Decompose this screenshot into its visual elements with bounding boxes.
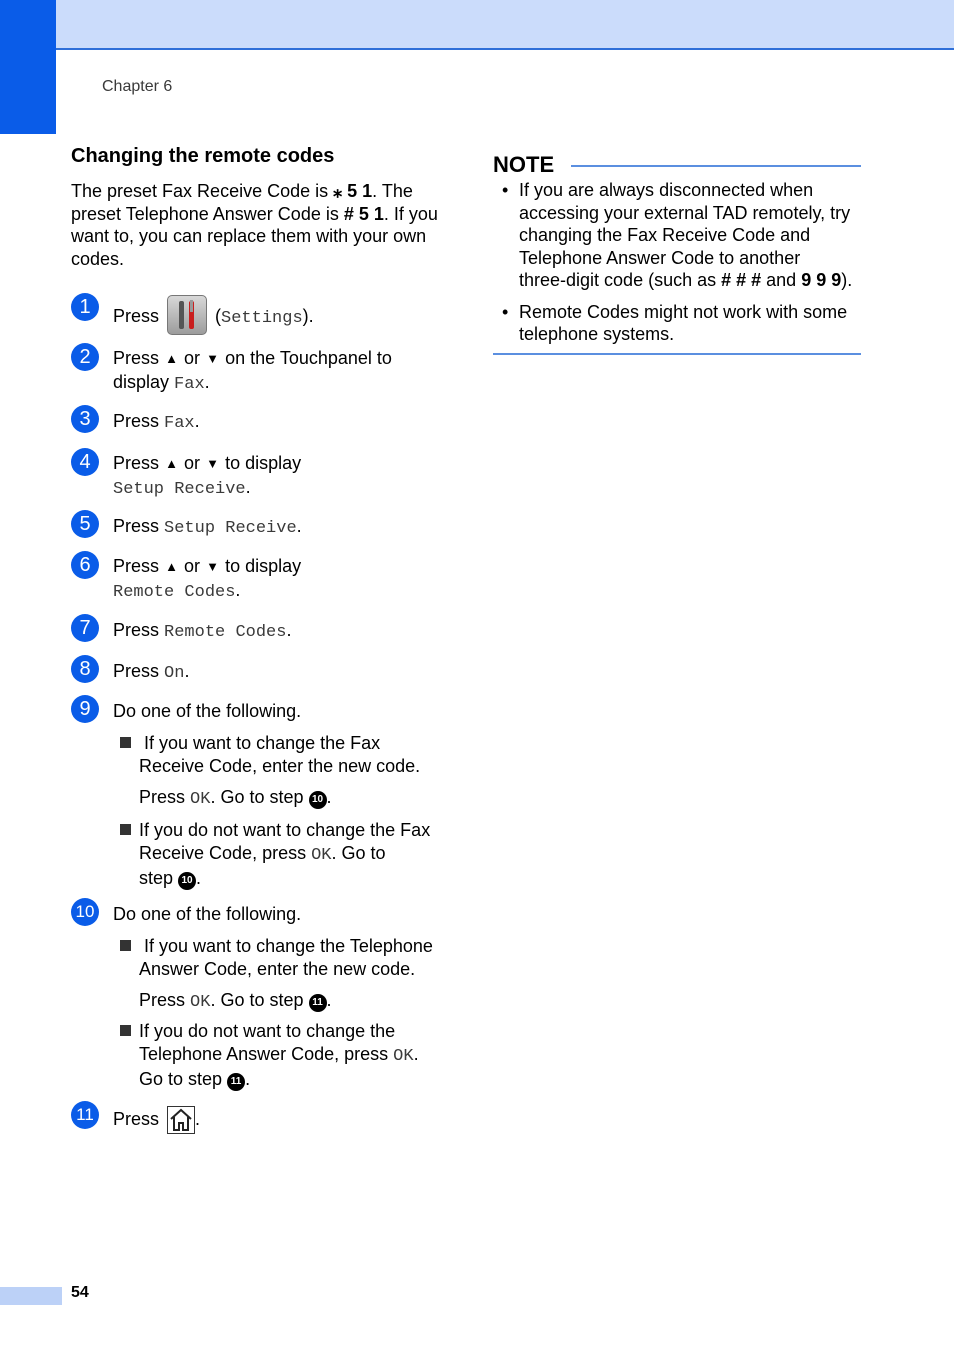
ok-label: OK (393, 1046, 414, 1066)
ok-label: OK (311, 845, 332, 865)
chapter-label: Chapter 6 (102, 78, 173, 95)
page-number: 54 (71, 1284, 89, 1301)
step-text: Press On. (113, 661, 190, 683)
setup-receive-label: Setup Receive (113, 480, 246, 499)
bullet-square (120, 940, 131, 951)
step-text: Press (Settings). (113, 297, 314, 337)
ok-label: OK (190, 790, 211, 809)
chevron-up-icon: ▲ (165, 456, 178, 471)
ok-label: OK (190, 993, 211, 1012)
fax-receive-code: ⁎ 5 1 (333, 181, 373, 201)
step-number: 2 (71, 343, 99, 371)
step-number: 7 (71, 614, 99, 642)
step-number: 4 (71, 448, 99, 476)
bullet-item: If you want to change the Fax Receive Code, enter the new code. (139, 732, 420, 777)
intro-paragraph (71, 180, 441, 270)
step-number: 5 (71, 510, 99, 538)
remote-codes-label: Remote Codes (113, 583, 236, 602)
note-item: • Remote Codes might not work with some telephone systems. (502, 301, 848, 344)
chevron-up-icon: ▲ (165, 559, 178, 574)
bullet-item: If you do not want to change the Fax Receive Code, press OK. Go to step 10 . (139, 819, 430, 890)
telephone-answer-code: # 5 1 (343, 203, 384, 224)
step-text: Press ▲ or ▼ to display Setup Receive. (113, 453, 302, 499)
home-icon (167, 1106, 195, 1134)
note-rule-bottom (493, 353, 861, 355)
chapter-tab (0, 0, 56, 134)
fax-label: Fax (174, 375, 205, 394)
note-rule-top (571, 165, 861, 167)
step-text: Press Setup Receive. (113, 516, 302, 538)
note-list (493, 179, 861, 355)
bullet-item: If you want to change the Telephone Answer Code, enter the new code. (139, 935, 433, 980)
step-reference: 10 (178, 872, 196, 890)
fax-label: Fax (164, 414, 195, 433)
bullet-square (120, 824, 131, 835)
bullet-square (120, 1025, 131, 1036)
bullet-followup: Press OK. Go to step 11 . (139, 990, 332, 1012)
on-label: On (164, 664, 185, 683)
bullet-followup: Press OK. Go to step 10 . (139, 787, 332, 809)
left-column (71, 144, 441, 270)
header-band (56, 0, 954, 50)
section-title: Changing the remote codes (71, 145, 335, 167)
step-number: 9 (71, 695, 99, 723)
step-reference: 11 (227, 1073, 245, 1091)
step-number: 3 (71, 405, 99, 433)
step-text: Press ▲ or ▼ to display Remote Codes. (113, 556, 302, 602)
settings-label: Settings (221, 308, 303, 328)
step-number: 10 (71, 898, 99, 926)
note-title: NOTE (493, 152, 555, 177)
step-number: 8 (71, 655, 99, 683)
step-reference: 10 (309, 791, 327, 809)
footer-bar (0, 1287, 62, 1305)
chevron-down-icon: ▼ (206, 456, 220, 471)
chevron-down-icon: ▼ (206, 351, 220, 366)
step-reference: 11 (309, 994, 327, 1012)
bullet-square (120, 737, 131, 748)
chevron-down-icon: ▼ (206, 559, 220, 574)
settings-icon (167, 295, 207, 335)
step-number: 1 (71, 293, 99, 321)
bullet-dot: • (502, 301, 509, 322)
remote-codes-label: Remote Codes (164, 623, 287, 642)
step-text: Press ▲ or ▼ on the Touchpanel to display Fax. (113, 348, 392, 394)
step-number: 11 (71, 1101, 99, 1129)
intro-text: . If you want to, you can replace them with your own codes. (71, 203, 438, 269)
step-text: Press . (113, 1106, 200, 1134)
step-text: Press Fax. (113, 411, 200, 433)
bullet-item: If you do not want to change the Telephone Answer Code, press OK. Go to step 11 . (139, 1020, 419, 1091)
note-box (493, 152, 861, 344)
setup-receive-label: Setup Receive (164, 519, 297, 538)
step-text: Press Remote Codes. (113, 620, 292, 642)
note-item: • If you are always disconnected when accessing your external TAD remotely, try changing the Fax Receive Code and Telephone Answer Code to another three-digit code (such as # # # and 9 9 9). (502, 180, 853, 290)
step-number: 6 (71, 551, 99, 579)
chevron-up-icon: ▲ (165, 351, 178, 366)
step-text: Do one of the following. (113, 904, 302, 924)
bullet-dot: • (502, 180, 509, 200)
intro-text: . The preset Telephone Answer Code is (71, 181, 413, 224)
intro-text: The preset Fax Receive Code is (71, 181, 334, 201)
step-text: Do one of the following. (113, 701, 302, 721)
